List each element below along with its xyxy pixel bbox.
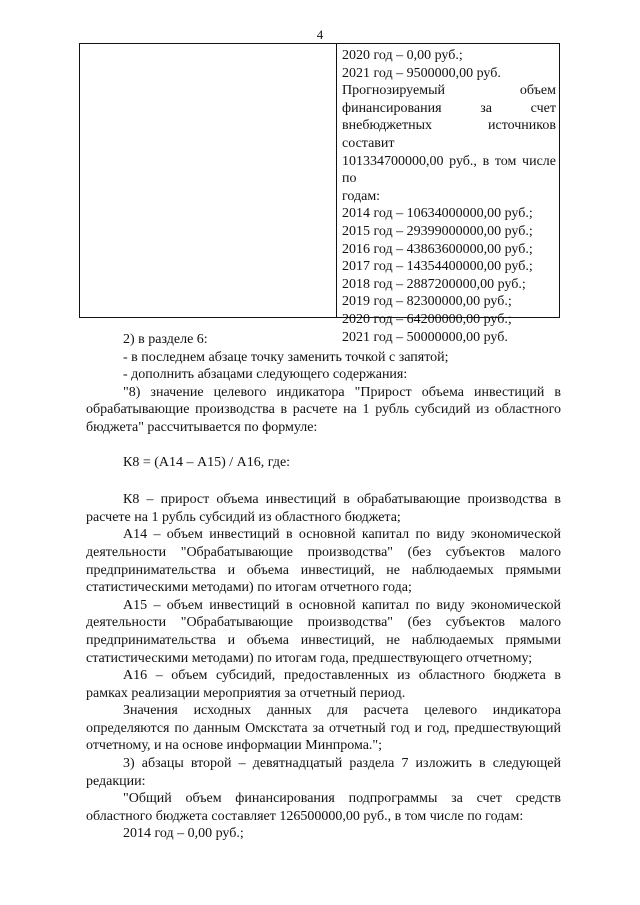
paragraph-a14: А14 – объем инвестиций в основной капитал по виду экономической деятельности "Обрабатывающие производства" (без субъектов малого предпринимательства и объема инвестиций, не наблюдаемых прямыми статистическими методами) по итогам отчетного года; bbox=[86, 527, 561, 596]
table-line: Прогнозируемый объем bbox=[342, 83, 556, 99]
table-line: 2017 год – 14354400000,00 руб.; bbox=[342, 259, 533, 275]
table-line: 2019 год – 82300000,00 руб.; bbox=[342, 294, 512, 310]
table-line: 2021 год – 9500000,00 руб. bbox=[342, 65, 501, 81]
table-column-divider bbox=[336, 44, 337, 317]
table-line: финансирования за счет bbox=[342, 100, 556, 116]
formula: К8 = (А14 – А15) / А16, где: bbox=[123, 454, 291, 470]
table-line: внебюджетных источников составит bbox=[342, 118, 556, 151]
paragraph-year-2014: 2014 год – 0,00 руб.; bbox=[123, 826, 244, 842]
paragraph-replace-dot: - в последнем абзаце точку заменить точкой с запятой; bbox=[123, 349, 449, 365]
paragraph-section-7: 3) абзацы второй – девятнадцатый раздела 7 изложить в следующей редакции: bbox=[86, 756, 561, 789]
table-line: 2020 год – 0,00 руб.; bbox=[342, 48, 463, 63]
table-line: годам: bbox=[342, 188, 381, 204]
paragraph-total-financing: "Общий объем финансирования подпрограммы за счет средств областного бюджета составляет 126500000,00 руб., в том числе по годам: bbox=[86, 791, 561, 824]
paragraph-a16: А16 – объем субсидий, предоставленных из областного бюджета в рамках реализации мероприятия за отчетный период. bbox=[86, 668, 561, 701]
paragraph-supplement: - дополнить абзацами следующего содержания: bbox=[123, 367, 408, 383]
table-line: 101334700000,00 руб., в том числе по bbox=[342, 153, 556, 187]
table-line: 2014 год – 10634000000,00 руб.; bbox=[342, 206, 533, 222]
paragraph-indicator-definition: "8) значение целевого индикатора "Прирост объема инвестиций в обрабатывающие производства в расчете на 1 рубль субсидий из областного бюджета" рассчитывается по формуле: bbox=[86, 384, 561, 435]
table-line: 2018 год – 2887200000,00 руб.; bbox=[342, 276, 526, 292]
table-line: 2015 год – 29399000000,00 руб.; bbox=[342, 223, 533, 239]
paragraph-k8: К8 – прирост объема инвестиций в обрабатывающие производства в расчете на 1 рубль субсидий из областного бюджета; bbox=[86, 492, 561, 525]
paragraph-a15: А15 – объем инвестиций в основной капитал по виду экономической деятельности "Обрабатывающие производства" (без субъектов малого предпринимательства и объема инвестиций, не наблюдаемых прямыми статистическими методами) по итогам года, предшествующего отчетному; bbox=[86, 597, 561, 666]
paragraph-source-data: Значения исходных данных для расчета целевого индикатора определяются по данным Омскстата за отчетный год и год, предшествующий отчетному, и на основе информации Минпрома."; bbox=[86, 703, 561, 754]
table-line: 2016 год – 43863600000,00 руб.; bbox=[342, 241, 533, 257]
table-line: 2020 год – 64200000,00 руб.; bbox=[342, 311, 512, 327]
document-body bbox=[86, 331, 561, 843]
table-right-cell bbox=[342, 47, 556, 346]
paragraph-section-6: 2) в разделе 6: bbox=[123, 332, 208, 347]
page-number: 4 bbox=[316, 27, 324, 42]
table-line: 2021 год – 50000000,00 руб. bbox=[342, 329, 508, 345]
